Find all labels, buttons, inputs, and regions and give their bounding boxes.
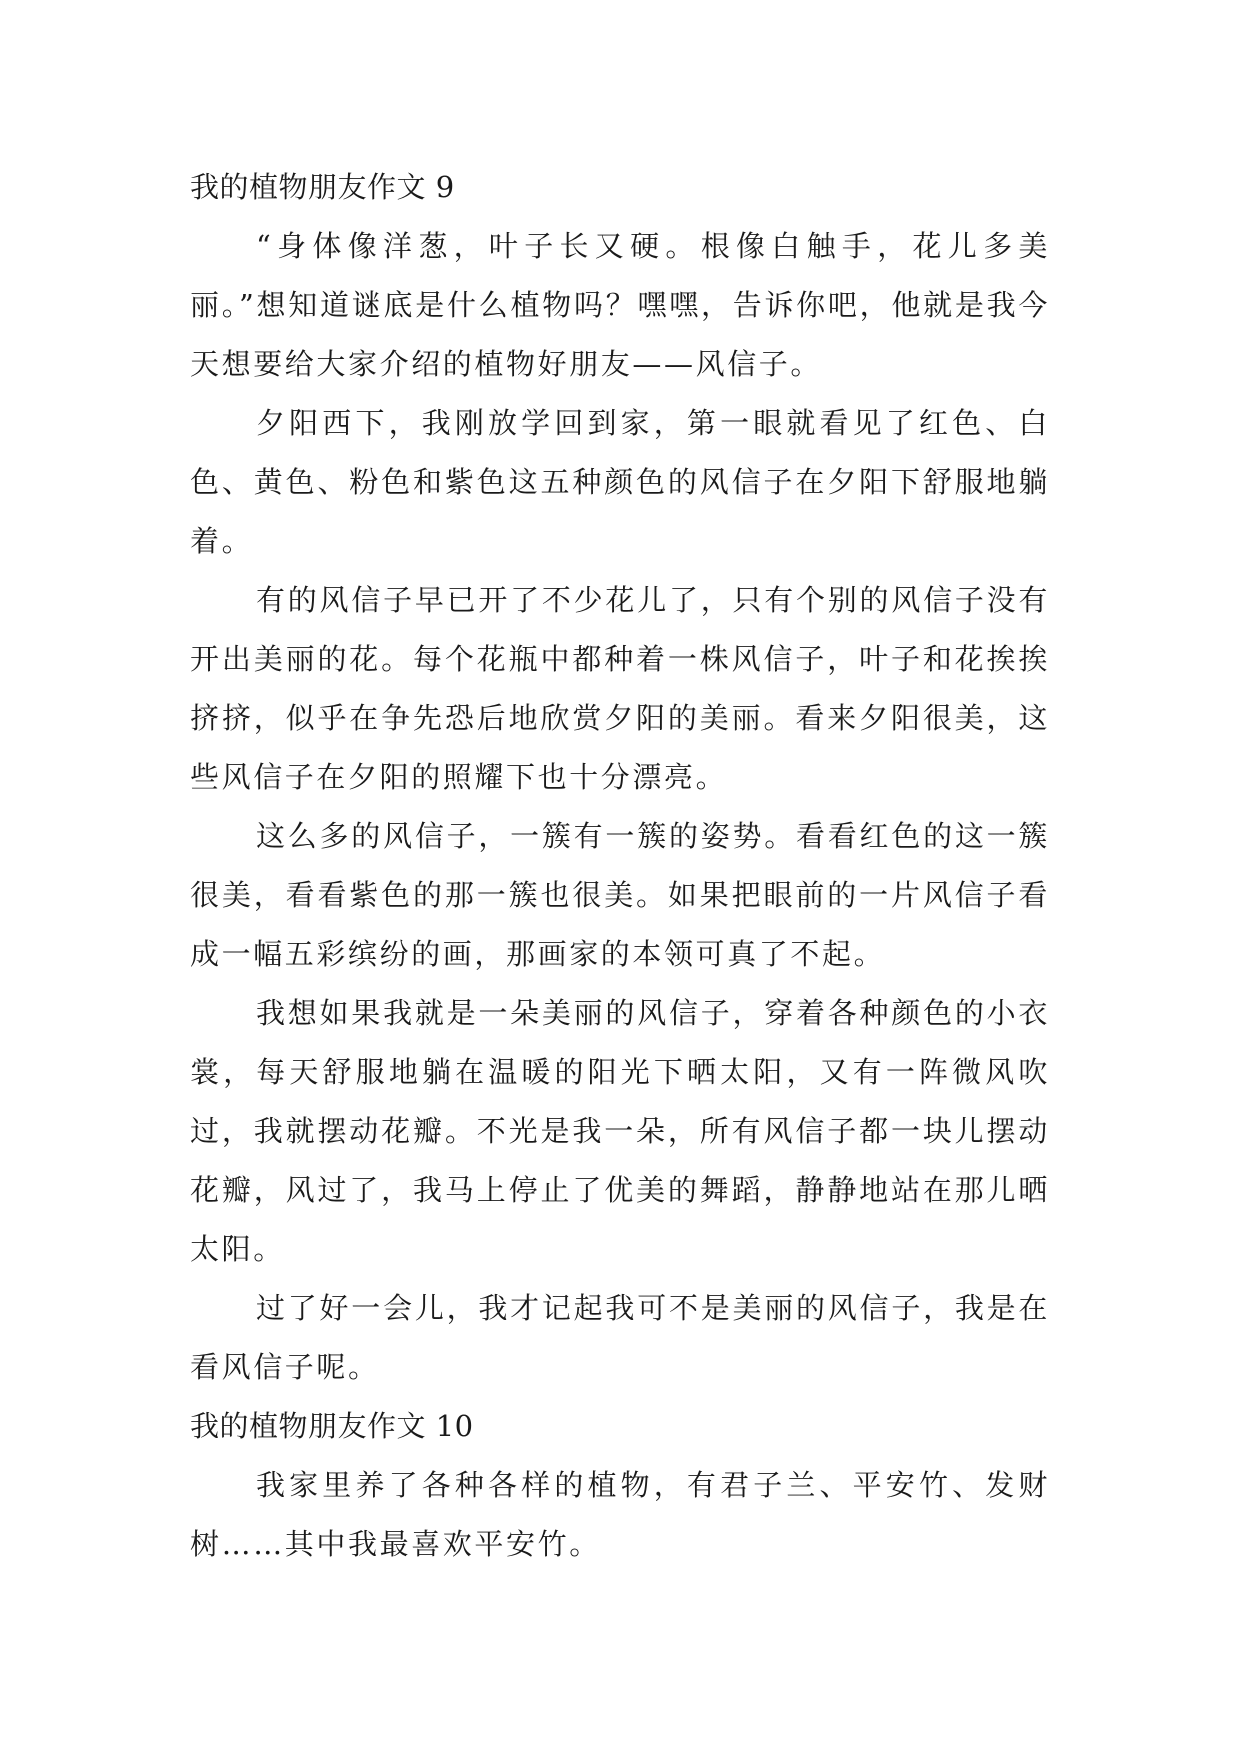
essay-paragraph: 过了好一会儿，我才记起我可不是美丽的风信子，我是在看风信子呢。 bbox=[190, 1291, 1050, 1384]
essay-paragraph: 我想如果我就是一朵美丽的风信子，穿着各种颜色的小衣裳，每天舒服地躺在温暖的阳光下晒太阳，又有一阵微风吹过，我就摆动花瓣。不光是我一朵，所有风信子都一块儿摆动花瓣，风过了，我马上停止了优美的舞蹈，静静地站在那儿晒太阳。 bbox=[190, 996, 1050, 1266]
essay-paragraph: 夕阳西下，我刚放学回到家，第一眼就看见了红色、白色、黄色、粉色和紫色这五种颜色的风信子在夕阳下舒服地躺着。 bbox=[190, 406, 1050, 558]
essay-paragraph: 我家里养了各种各样的植物，有君子兰、平安竹、发财树……其中我最喜欢平安竹。 bbox=[190, 1468, 1050, 1561]
essay-paragraph: 这么多的风信子，一簇有一簇的姿势。看看红色的这一簇很美，看看紫色的那一簇也很美。如果把眼前的一片风信子看成一幅五彩缤纷的画，那画家的本领可真了不起。 bbox=[190, 819, 1050, 971]
essay-paragraph: “身体像洋葱，叶子长又硬。根像白触手，花儿多美丽。”想知道谜底是什么植物吗？嘿嘿，告诉你吧，他就是我今天想要给大家介绍的植物好朋友——风信子。 bbox=[190, 229, 1050, 381]
essay-paragraph: 有的风信子早已开了不少花儿了，只有个别的风信子没有开出美丽的花。每个花瓶中都种着一株风信子，叶子和花挨挨挤挤，似乎在争先恐后地欣赏夕阳的美丽。看来夕阳很美，这些风信子在夕阳的照耀下也十分漂亮。 bbox=[190, 583, 1050, 794]
document-page bbox=[190, 158, 1050, 1574]
essay-title: 我的植物朋友作文 10 bbox=[190, 1409, 474, 1443]
essay-title: 我的植物朋友作文 9 bbox=[190, 170, 455, 204]
